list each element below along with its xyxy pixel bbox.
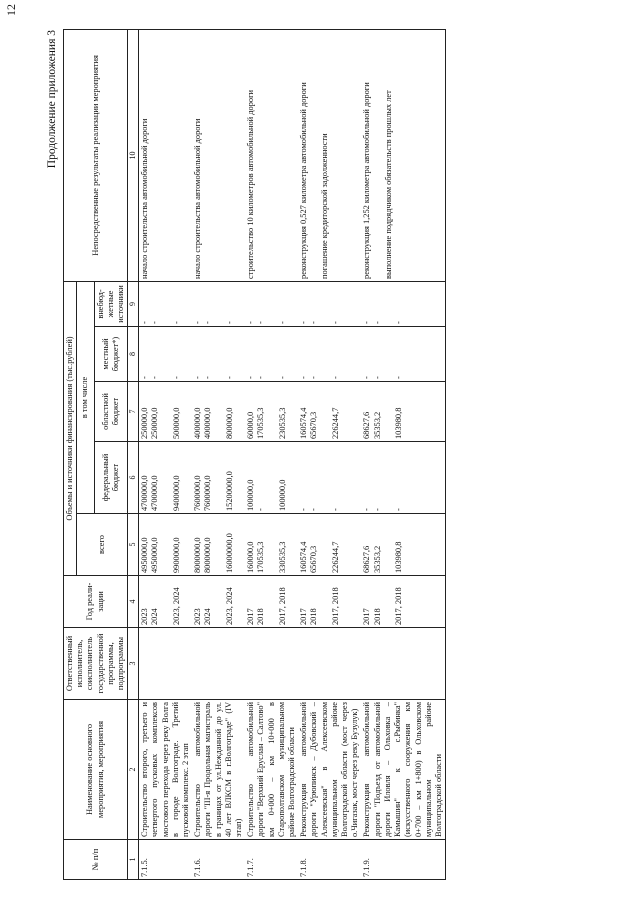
row-total: 170535,3 <box>256 541 266 573</box>
header-local: местный бюджет*) <box>94 327 128 382</box>
row-regional-cell <box>192 382 245 442</box>
header-name: Наименование основного мероприятия, мероприятия <box>64 700 128 840</box>
row-spacer <box>161 284 172 324</box>
row-local: - <box>372 376 382 379</box>
row-local: - <box>193 376 203 379</box>
row-local: - <box>393 376 403 379</box>
row-extrabudget: - <box>299 321 309 324</box>
row-number: 7.1.5. <box>139 840 193 880</box>
page-number <box>0 0 20 20</box>
row-year: 2018 <box>256 608 266 625</box>
row-federal-cell <box>245 442 298 514</box>
header-federal: федеральный бюджет <box>94 442 128 514</box>
row-name: Реконструкция автомобильной дороги "Подъезд от автомобильной дороги Иловля – Ольховка – Камышин" к с.Рыбинка" (искусственного сооружения км 0+700 – км 1+800) в Ольховском муниципальном районе Волгоградской области <box>361 700 445 840</box>
row-federal: - <box>309 508 319 511</box>
col-number: 4 <box>128 576 139 628</box>
row-total: 8000000,0 <box>203 537 213 573</box>
row-local: - <box>246 376 256 379</box>
table-row <box>245 29 298 879</box>
row-regional: 400000,0 <box>203 407 213 439</box>
row-federal: 9400000,0 <box>171 475 181 511</box>
row-regional: 60000,0 <box>246 411 256 439</box>
row-local: - <box>362 376 372 379</box>
row-extrabudget: - <box>372 321 382 324</box>
row-extrabudget: - <box>309 321 319 324</box>
result-item: реконструкция 1,252 километра автомобильной дороги <box>362 82 372 279</box>
row-results <box>139 29 193 281</box>
row-federal-cell <box>298 442 361 514</box>
header-year: Год реали-зации <box>64 576 128 628</box>
program-table <box>63 29 446 880</box>
row-federal: 7600000,0 <box>203 475 213 511</box>
row-year: 2024 <box>203 608 213 625</box>
row-total: 8000000,0 <box>193 537 203 573</box>
row-extrabudget-cell <box>245 281 298 326</box>
row-total: 160000,0 <box>246 541 256 573</box>
row-regional: 160574,4 <box>299 407 309 439</box>
row-spacer <box>267 516 278 573</box>
row-spacer <box>383 329 394 379</box>
row-number: 7.1.8. <box>298 840 361 880</box>
row-local: - <box>277 376 287 379</box>
row-year-cell <box>139 576 193 628</box>
row-federal: 7600000,0 <box>193 475 203 511</box>
row-regional: 103980,8 <box>393 407 403 439</box>
row-year: 2023, 2024 <box>224 587 234 625</box>
col-number: 3 <box>128 628 139 700</box>
row-year-cell <box>298 576 361 628</box>
row-spacer <box>383 384 394 439</box>
row-regional: 250000,0 <box>150 407 160 439</box>
row-regional-cell <box>298 382 361 442</box>
header-including: в том числе <box>77 281 94 513</box>
row-year-cell <box>361 576 445 628</box>
row-extrabudget: - <box>330 321 340 324</box>
row-total: 65670,3 <box>309 545 319 573</box>
row-total: 4950000,0 <box>150 537 160 573</box>
row-year: 2017 <box>246 608 256 625</box>
row-extrabudget-cell <box>139 281 193 326</box>
row-results <box>298 29 361 281</box>
row-spacer <box>161 384 172 439</box>
row-local: - <box>140 376 150 379</box>
col-number: 1 <box>128 840 139 880</box>
row-number: 7.1.9. <box>361 840 445 880</box>
row-spacer <box>373 32 384 279</box>
row-total: 35353,2 <box>372 545 382 573</box>
row-federal: 100000,0 <box>277 479 287 511</box>
row-year-cell <box>245 576 298 628</box>
row-executor <box>298 628 361 700</box>
row-year: 2017, 2018 <box>330 587 340 625</box>
row-spacer <box>161 444 172 511</box>
row-extrabudget: - <box>393 321 403 324</box>
table-row <box>361 29 445 879</box>
row-extrabudget: - <box>171 321 181 324</box>
result-item: выполнение подрядчиком обязательств прошлых лет <box>383 90 393 279</box>
row-number: 7.1.7. <box>245 840 298 880</box>
row-spacer <box>267 444 278 511</box>
row-executor <box>192 628 245 700</box>
row-extrabudget: - <box>246 321 256 324</box>
header-extrabudget: внебюд-жетные источники <box>94 281 128 326</box>
continuation-label: Продолжение приложения 3 <box>46 30 58 169</box>
row-regional: 226244,7 <box>330 407 340 439</box>
row-local: - <box>224 376 234 379</box>
table-row <box>298 29 361 879</box>
row-federal: - <box>372 508 382 511</box>
row-regional: 800000,0 <box>224 407 234 439</box>
row-year: 2018 <box>309 608 319 625</box>
row-total: 4950000,0 <box>140 537 150 573</box>
row-total: 9900000,0 <box>171 537 181 573</box>
row-federal-cell <box>361 442 445 514</box>
row-year: 2017, 2018 <box>393 587 403 625</box>
table-row <box>192 29 245 879</box>
row-local: - <box>256 376 266 379</box>
row-local: - <box>171 376 181 379</box>
row-total: 103980,8 <box>393 541 403 573</box>
row-name: Строительство второго, третьего и четвертого пусковых комплексов мостового перехода через реку Волга в городе Волгограде. Третий пусковой комплекс. 2 этап <box>139 700 193 840</box>
row-total: 68627,6 <box>362 545 372 573</box>
row-extrabudget: - <box>140 321 150 324</box>
row-spacer <box>383 444 394 511</box>
page-number-text: 12 <box>4 4 18 16</box>
page-number-graphic <box>0 0 20 20</box>
row-spacer <box>214 578 225 625</box>
row-regional: 170535,3 <box>256 407 266 439</box>
row-federal: - <box>393 508 403 511</box>
row-federal: - <box>362 508 372 511</box>
row-spacer <box>214 444 225 511</box>
row-name: Реконструкция автомобильной дороги "Урюпинск – Дубовский – Алексеевская" в Алексеевском муниципальном районе Волгоградской области (мост через о.Чигазак, мост через реку Бузулук) <box>298 700 361 840</box>
row-spacer <box>320 516 331 573</box>
row-extrabudget: - <box>277 321 287 324</box>
table-body <box>139 29 446 879</box>
row-year: 2018 <box>372 608 382 625</box>
row-year-cell <box>192 576 245 628</box>
row-local-cell <box>245 327 298 382</box>
row-total-cell <box>361 514 445 576</box>
result-item: строительство 10 километров автомобильной дороги <box>246 90 256 279</box>
row-spacer <box>214 329 225 379</box>
row-local-cell <box>192 327 245 382</box>
row-results <box>361 29 445 281</box>
col-number: 10 <box>128 29 139 281</box>
row-spacer <box>383 578 394 625</box>
row-regional: 68627,6 <box>362 411 372 439</box>
result-item: погашение кредиторской задолженности <box>320 133 330 279</box>
col-number: 7 <box>128 382 139 442</box>
row-year: 2023, 2024 <box>171 587 181 625</box>
row-federal-cell <box>139 442 193 514</box>
row-spacer <box>267 578 278 625</box>
row-year: 2017, 2018 <box>277 587 287 625</box>
row-extrabudget: - <box>193 321 203 324</box>
row-spacer <box>267 384 278 439</box>
row-regional: 35353,2 <box>372 411 382 439</box>
row-spacer <box>214 384 225 439</box>
row-federal-cell <box>192 442 245 514</box>
result-item: реконструкция 0,527 километра автомобильной дороги <box>299 82 309 279</box>
row-name: Строительство автомобильной дороги "Верхний Еруслан – Салтово" км 0+000 – км 10+000 в Старополтавском муниципальном районе Волгоградской области <box>245 700 298 840</box>
row-total: 226244,7 <box>330 541 340 573</box>
row-regional: 65670,3 <box>309 411 319 439</box>
row-total-cell <box>139 514 193 576</box>
row-local: - <box>309 376 319 379</box>
row-spacer <box>320 329 331 379</box>
row-federal: - <box>299 508 309 511</box>
row-extrabudget: - <box>224 321 234 324</box>
row-regional-cell <box>361 382 445 442</box>
row-local-cell <box>361 327 445 382</box>
row-total: 160574,4 <box>299 541 309 573</box>
row-regional: 500000,0 <box>171 407 181 439</box>
row-federal: 4700000,0 <box>140 475 150 511</box>
col-number: 8 <box>128 327 139 382</box>
header-results: Непосредственные результаты реализации мероприятия <box>64 29 128 281</box>
row-extrabudget: - <box>362 321 372 324</box>
row-results <box>245 29 298 281</box>
row-executor <box>139 628 193 700</box>
header-total: всего <box>77 514 128 576</box>
row-spacer <box>214 516 225 573</box>
row-extrabudget-cell <box>192 281 245 326</box>
row-total: 330535,3 <box>277 541 287 573</box>
row-spacer <box>214 284 225 324</box>
row-spacer <box>161 329 172 379</box>
col-number: 9 <box>128 281 139 326</box>
row-local: - <box>299 376 309 379</box>
row-total-cell <box>298 514 361 576</box>
row-federal: 15200000,0 <box>224 471 234 511</box>
row-spacer <box>320 578 331 625</box>
row-total-cell <box>192 514 245 576</box>
row-local-cell <box>139 327 193 382</box>
row-extrabudget: - <box>203 321 213 324</box>
row-executor <box>361 628 445 700</box>
row-year: 2017 <box>362 608 372 625</box>
continuation-label-row <box>45 30 59 880</box>
row-federal: 4700000,0 <box>150 475 160 511</box>
row-spacer <box>320 284 331 324</box>
row-local: - <box>150 376 160 379</box>
row-total: 16000000,0 <box>224 533 234 573</box>
row-extrabudget-cell <box>361 281 445 326</box>
row-extrabudget: - <box>150 321 160 324</box>
row-regional-cell <box>139 382 193 442</box>
table-row <box>139 29 193 879</box>
header-regional: областной бюджет <box>94 382 128 442</box>
row-local: - <box>203 376 213 379</box>
row-federal: - <box>256 508 266 511</box>
row-regional: 400000,0 <box>193 407 203 439</box>
result-item: начало строительства автомобильной дороги <box>193 118 203 279</box>
row-regional: 250000,0 <box>140 407 150 439</box>
result-item: начало строительства автомобильной дороги <box>140 118 150 279</box>
row-spacer <box>320 384 331 439</box>
header-financing: Объемы и источники финансирования (тыс.рублей) <box>64 281 77 575</box>
col-number: 2 <box>128 700 139 840</box>
row-spacer <box>383 516 394 573</box>
row-extrabudget: - <box>256 321 266 324</box>
row-spacer <box>267 329 278 379</box>
row-local: - <box>330 376 340 379</box>
row-year: 2024 <box>150 608 160 625</box>
row-spacer <box>161 578 172 625</box>
col-number: 5 <box>128 514 139 576</box>
row-spacer <box>161 516 172 573</box>
rotated-page <box>45 30 625 880</box>
row-federal: 100000,0 <box>246 479 256 511</box>
col-number: 6 <box>128 442 139 514</box>
row-year: 2017 <box>299 608 309 625</box>
row-total-cell <box>245 514 298 576</box>
row-name: Строительство автомобильной дороги "III-я Продольная магистраль в границах от ул.Нежданной до ул. 40 лет ВЛКСМ в г.Волгограде" (IV этап) <box>192 700 245 840</box>
header-executor: Ответственный исполнитель, соисполнитель государственной программы, подпрограммы <box>64 628 128 700</box>
row-executor <box>245 628 298 700</box>
row-federal: - <box>330 508 340 511</box>
row-results <box>192 29 245 281</box>
row-spacer <box>309 32 320 279</box>
row-local-cell <box>298 327 361 382</box>
row-spacer <box>267 284 278 324</box>
row-regional-cell <box>245 382 298 442</box>
row-regional: 230535,3 <box>277 407 287 439</box>
row-extrabudget-cell <box>298 281 361 326</box>
header-number: № п/п <box>64 840 128 880</box>
row-spacer <box>383 284 394 324</box>
row-year: 2023 <box>193 608 203 625</box>
row-spacer <box>320 444 331 511</box>
row-number: 7.1.6. <box>192 840 245 880</box>
row-year: 2023 <box>140 608 150 625</box>
